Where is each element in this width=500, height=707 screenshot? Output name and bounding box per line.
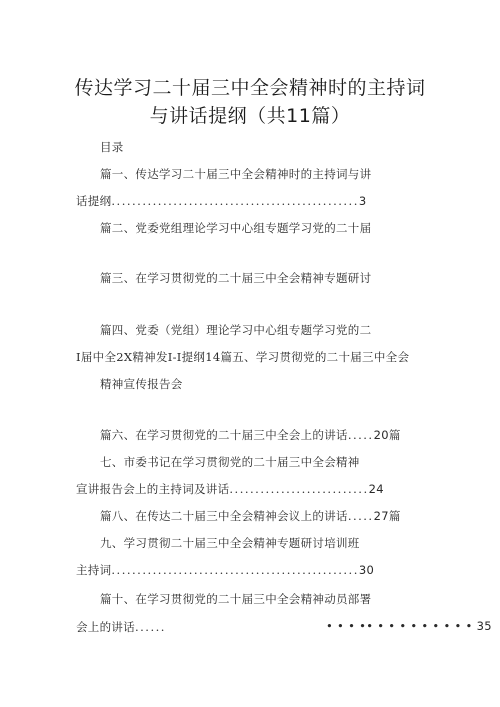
page-number: 35 — [476, 619, 492, 633]
toc-entry-7-line-2[interactable] — [76, 481, 384, 497]
toc-entry-9-line-2[interactable] — [76, 562, 374, 578]
toc-entry-10-text: 会上的讲话 — [76, 620, 135, 634]
toc-entry-10-line-1[interactable]: 篇十、在学习贯彻党的二十届三中全会精神动员部署 — [100, 592, 372, 606]
document-title-line-1: 传达学习二十届三中全会精神时的主持词 — [74, 77, 426, 99]
leader-dots: ...... — [135, 620, 166, 634]
leader-dots: ........................... — [229, 482, 369, 496]
toc-entry-4-line-1[interactable]: 篇四、党委（党组）理论学习中心组专题学习党的二 — [100, 323, 372, 337]
page-number: 24 — [368, 482, 384, 496]
leader-dots: ................................................ — [111, 194, 359, 208]
toc-heading: 目录 — [100, 140, 124, 154]
leader-dots: • • • •• • • • • • • • • • — [326, 619, 473, 633]
document-title-line-2: 与讲话提纲（共11篇） — [149, 105, 351, 127]
toc-entry-8-text: 篇八、在传达二十届三中全会精神会议上的讲话 — [100, 509, 348, 523]
toc-entry-7-line-1[interactable]: 七、市委书记在学习贯彻党的二十届三中全会精神 — [100, 455, 360, 469]
toc-entry-4-line-2[interactable]: I届中全2X精神发I-I提纲14篇五、学习贯彻党的二十届三中全会 — [76, 350, 410, 364]
leader-dots: ..... — [347, 428, 374, 442]
toc-entry-5-line-2[interactable]: 精神宣传报告会 — [100, 377, 183, 391]
page-number: 27篇 — [373, 509, 401, 523]
page-number: 20篇 — [373, 428, 401, 442]
toc-entry-1-line-2[interactable] — [76, 193, 367, 209]
toc-entry-3[interactable]: 篇三、在学习贯彻党的二十届三中全会精神专题研讨 — [100, 271, 372, 285]
toc-entry-6-text: 篇六、在学习贯彻党的二十届三中全会上的讲话 — [100, 428, 348, 442]
toc-entry-10-line-2[interactable] — [76, 619, 166, 635]
toc-entry-8[interactable] — [100, 508, 401, 524]
toc-entry-6[interactable] — [100, 427, 401, 443]
toc-entry-9-text: 主持词 — [76, 563, 112, 577]
toc-entry-10-page — [326, 619, 492, 633]
toc-entry-1-line-1[interactable]: 篇一、传达学习二十届三中全会精神时的主持词与讲 — [100, 167, 372, 181]
page-number: 30 — [358, 563, 375, 577]
page-number: 3 — [358, 194, 367, 208]
toc-entry-9-line-1[interactable]: 九、学习贯彻二十届三中全会精神专题研讨培训班 — [100, 536, 360, 550]
toc-entry-1-text: 话提纲 — [76, 194, 112, 208]
leader-dots: ..... — [347, 509, 374, 523]
toc-entry-2[interactable]: 篇二、党委党组理论学习中心组专题学习党的二十届 — [100, 221, 372, 235]
toc-entry-7-text: 宣讲报告会上的主持词及讲话 — [76, 482, 230, 496]
leader-dots: ................................................ — [111, 563, 359, 577]
